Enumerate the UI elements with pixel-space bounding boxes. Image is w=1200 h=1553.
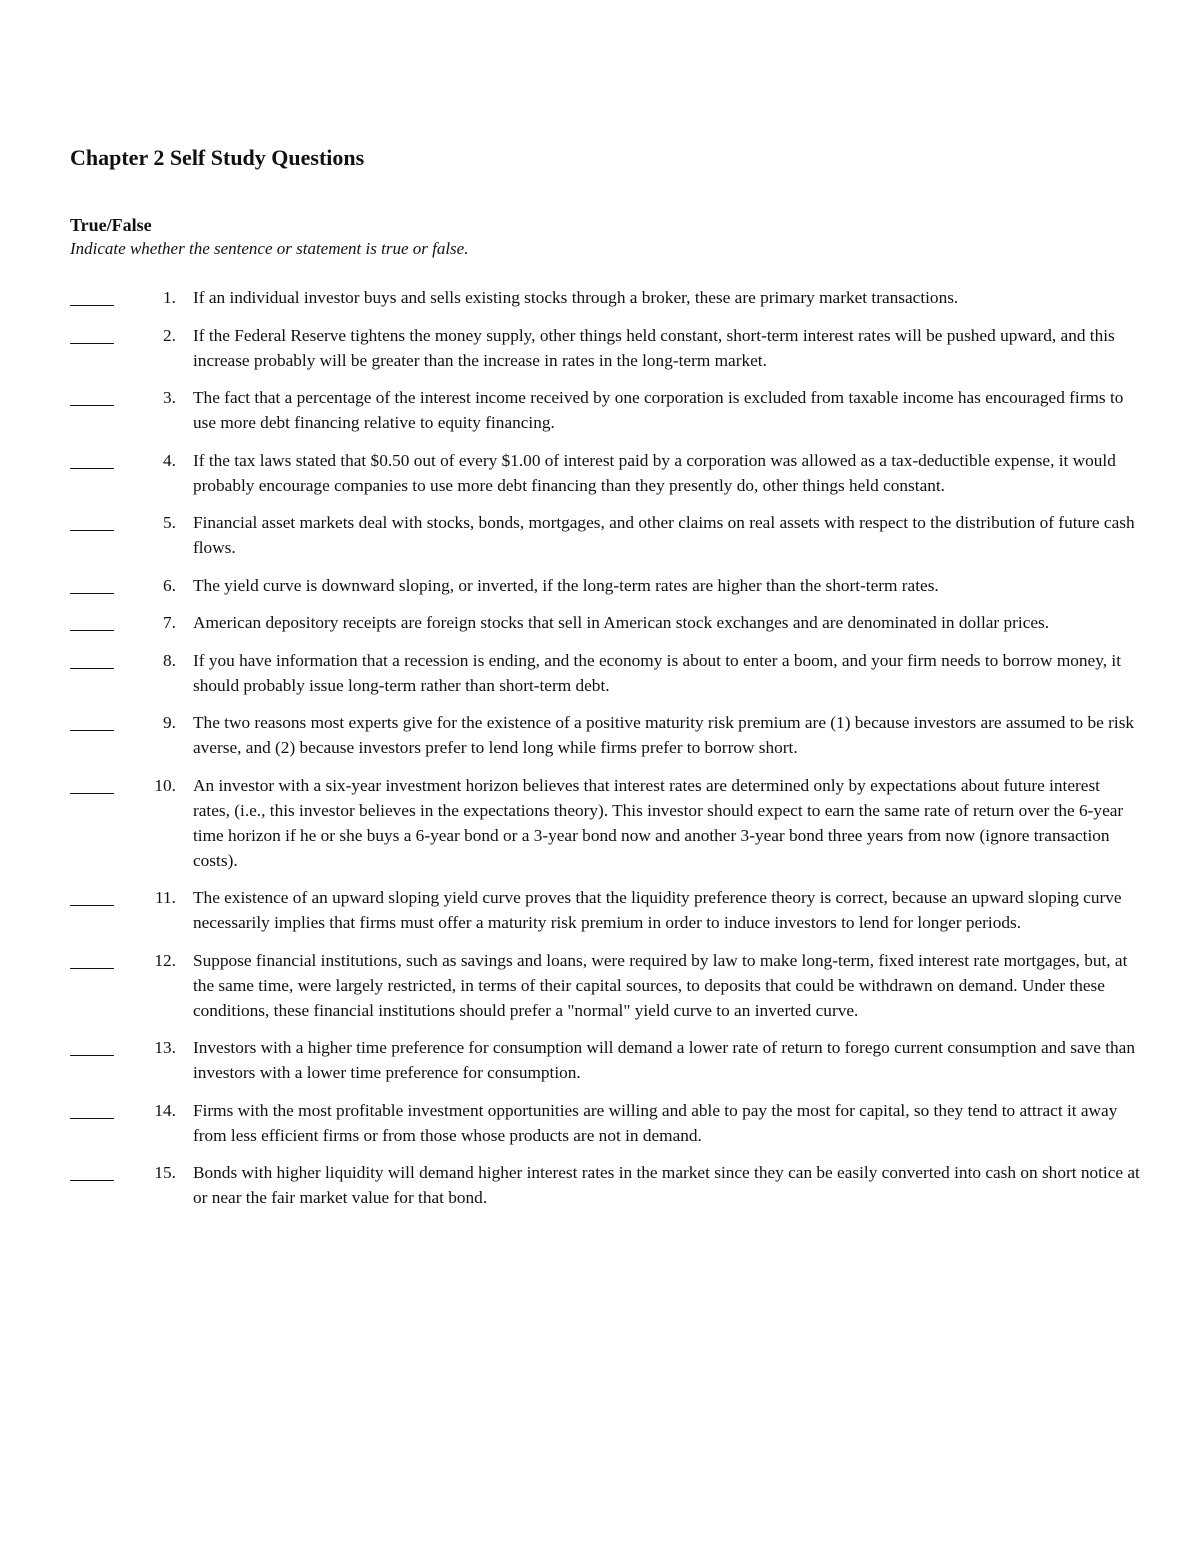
answer-blank[interactable] — [70, 323, 114, 344]
question-number — [114, 323, 176, 348]
question-number-label: 9. — [163, 713, 176, 732]
question-text: An investor with a six-year investment horizon believes that interest rates are determined only by expectations about future interest rates, (i.e., this investor believes in the expectations theory). This investor should expect to earn the same rate of return over the 6-year time horizon if he or she buys a 6-year bond or a 3-year bond now and another 3-year bond three years from now (ignore transaction costs). — [193, 775, 1124, 870]
question-item — [70, 648, 1140, 698]
question-number — [114, 573, 176, 598]
question-number-label: 10. — [154, 775, 176, 795]
question-text: Bonds with higher liquidity will demand higher interest rates in the market since they can be easily converted into cash on short notice at or near the fair market value for that bond. — [193, 1163, 1140, 1207]
answer-blank[interactable] — [70, 1035, 114, 1056]
question-text: If the tax laws stated that $0.50 out of every $1.00 of interest paid by a corporation was allowed as a tax-deductible expense, it would probably encourage companies to use more debt financing than they presently do, other things held constant. — [193, 450, 1116, 495]
question-number — [114, 385, 176, 410]
question-text: Investors with a higher time preference for consumption will demand a lower rate of return to forego current consumption and save than investors with a lower time preference for consumption. — [193, 1038, 1135, 1082]
question-text: The fact that a percentage of the interest income received by one corporation is excluded from taxable income has encouraged firms to use more debt financing relative to equity financing. — [193, 388, 1124, 432]
question-item — [70, 323, 1140, 373]
question-number-label: 12. — [154, 950, 176, 970]
section-instructions: Indicate whether the sentence or statement is true or false. — [70, 239, 469, 258]
question-text: The two reasons most experts give for the existence of a positive maturity risk premium are (1) because investors are assumed to be risk averse, and (2) because investors prefer to lend long while firms prefer to borrow short. — [193, 713, 1135, 757]
question-item — [70, 1098, 1140, 1148]
answer-blank[interactable] — [70, 510, 114, 531]
answer-blank[interactable] — [70, 385, 114, 406]
question-item — [70, 773, 1140, 873]
answer-blank[interactable] — [70, 448, 114, 469]
answer-blank[interactable] — [70, 1160, 114, 1181]
question-text: The existence of an upward sloping yield curve proves that the liquidity preference theory is correct, because an upward sloping curve necessarily implies that firms must offer a maturity risk premium in order to induce investors to lend for longer periods. — [193, 888, 1122, 932]
answer-blank[interactable] — [70, 885, 114, 906]
question-number-label: 11. — [155, 888, 176, 907]
question-text: The yield curve is downward sloping, or inverted, if the long-term rates are higher than the short-term rates. — [193, 575, 939, 595]
question-item — [70, 948, 1140, 1023]
question-number — [114, 510, 176, 535]
question-number-label: 8. — [163, 650, 176, 670]
question-number-label: 7. — [163, 613, 176, 632]
question-list — [70, 285, 1140, 1223]
question-number — [114, 710, 176, 735]
question-item — [70, 285, 1140, 310]
question-number — [114, 1098, 176, 1123]
answer-blank[interactable] — [70, 948, 114, 969]
question-item — [70, 385, 1140, 435]
question-number-label: 4. — [163, 450, 176, 470]
answer-blank[interactable] — [70, 648, 114, 669]
question-number — [114, 285, 176, 310]
question-number-label: 2. — [163, 325, 176, 345]
question-number — [114, 1035, 176, 1060]
question-item — [70, 885, 1140, 935]
answer-blank[interactable] — [70, 773, 114, 794]
question-number-label: 13. — [154, 1038, 176, 1057]
question-number — [114, 773, 176, 798]
question-text: Financial asset markets deal with stocks, bonds, mortgages, and other claims on real assets with respect to the distribution of future cash flows. — [193, 513, 1135, 557]
question-number — [114, 948, 176, 973]
question-number — [114, 648, 176, 673]
question-item — [70, 1035, 1140, 1085]
question-number — [114, 1160, 176, 1185]
page-title: Chapter 2 Self Study Questions — [70, 145, 365, 170]
question-number-label: 1. — [163, 288, 176, 307]
answer-blank[interactable] — [70, 1098, 114, 1119]
question-text: If you have information that a recession is ending, and the economy is about to enter a boom, and your firm needs to borrow money, it should probably issue long-term rather than short-term debt. — [193, 650, 1121, 695]
question-number-label: 6. — [163, 575, 176, 595]
question-number-label: 14. — [154, 1100, 176, 1120]
question-number-label: 15. — [154, 1163, 176, 1182]
question-number — [114, 610, 176, 635]
question-item — [70, 610, 1140, 635]
question-text: If the Federal Reserve tightens the money supply, other things held constant, short-term interest rates will be pushed upward, and this increase probably will be greater than the increase in rates in the long-term market. — [193, 325, 1115, 370]
question-number-label: 5. — [163, 513, 176, 532]
section-heading: True/False — [70, 215, 152, 235]
answer-blank[interactable] — [70, 610, 114, 631]
question-text: American depository receipts are foreign stocks that sell in American stock exchanges and are denominated in dollar prices. — [193, 613, 1050, 632]
question-item — [70, 1160, 1140, 1210]
answer-blank[interactable] — [70, 573, 114, 594]
question-item — [70, 510, 1140, 560]
question-text: If an individual investor buys and sells existing stocks through a broker, these are primary market transactions. — [193, 288, 959, 307]
question-text: Suppose financial institutions, such as savings and loans, were required by law to make long-term, fixed interest rate mortgages, but, at the same time, were largely restricted, in terms of their capital sources, to deposits that could be withdrawn on demand. Under these conditions, these financial institutions should prefer a "normal" yield curve to an inverted curve. — [193, 950, 1128, 1020]
question-number — [114, 885, 176, 910]
question-item — [70, 573, 1140, 598]
question-number-label: 3. — [163, 388, 176, 407]
answer-blank[interactable] — [70, 285, 114, 306]
question-number — [114, 448, 176, 473]
question-text: Firms with the most profitable investment opportunities are willing and able to pay the most for capital, so they tend to attract it away from less efficient firms or from those whose products are not in demand. — [193, 1100, 1118, 1145]
answer-blank[interactable] — [70, 710, 114, 731]
question-item — [70, 710, 1140, 760]
question-item — [70, 448, 1140, 498]
